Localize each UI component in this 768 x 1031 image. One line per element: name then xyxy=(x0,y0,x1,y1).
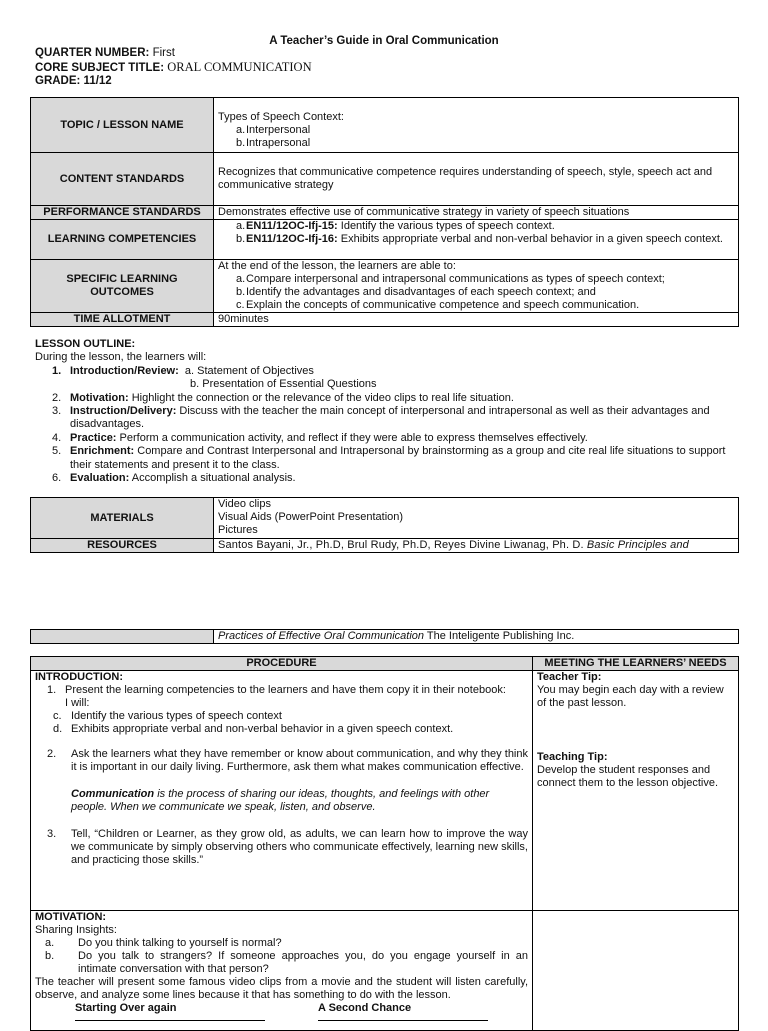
definition-term: Communication xyxy=(71,788,155,800)
item-number: 6. xyxy=(52,472,62,485)
outline-item-label: Practice: xyxy=(70,431,117,444)
i-will-label: I will: xyxy=(65,697,90,709)
document-title: A Teacher’s Guide in Oral Communication xyxy=(269,35,499,47)
resources-continued-table xyxy=(30,629,739,644)
materials-label: MATERIALS xyxy=(31,498,214,539)
outline-item-6 xyxy=(35,472,735,485)
topic-a-letter: a. xyxy=(236,124,246,136)
step-text: Tell, “Children or Learner, as they grow old, as adults, we can learn how to improve the way we communicate by simply observing others who communicate effectively, learning new skills, and practicing those skills.” xyxy=(71,828,528,866)
procedure-step-3 xyxy=(35,828,528,867)
letter: c. xyxy=(53,710,62,722)
step-number: 1. xyxy=(47,684,57,696)
clip-titles xyxy=(35,1002,528,1016)
clip-starting-over-again: Starting Over again xyxy=(75,1002,177,1014)
outline-item-text: Highlight the connection or the relevance of the video clips to real life situation. xyxy=(131,391,514,404)
lesson-outline xyxy=(35,338,735,485)
step-number: 3. xyxy=(47,828,57,840)
teaching-tip-text: Develop the student responses and connect them to the lesson objective. xyxy=(537,764,718,789)
outline-item-2 xyxy=(35,392,735,405)
comp-a-code: EN11/12OC-Ifj-15: xyxy=(246,220,338,232)
competency-c xyxy=(35,710,528,723)
time-value: 90minutes xyxy=(214,313,739,327)
resources-value xyxy=(214,539,739,553)
topic-value xyxy=(214,98,739,153)
resources-title-rest: Practices of Effective Oral Communication xyxy=(218,630,425,642)
performance-row xyxy=(31,206,739,220)
quarter-label: QUARTER NUMBER: xyxy=(35,47,150,59)
comp-b-text: Exhibits appropriate verbal and non-verbal behavior in a given speech context. xyxy=(340,233,723,245)
outline-item-text: Compare and Contrast Interpersonal and Intrapersonal by brainstorming as a group and cite real life situations to support their statements and present it to the class. xyxy=(70,445,726,471)
introduction-row xyxy=(31,671,739,911)
grade-label: GRADE: 11/12 xyxy=(35,75,112,87)
materials-value xyxy=(214,498,739,539)
sharing-insights: Sharing Insights: xyxy=(35,924,117,936)
lesson-info-table xyxy=(30,97,739,327)
competencies-label: LEARNING COMPETENCIES xyxy=(31,220,214,260)
outline-heading: LESSON OUTLINE: xyxy=(35,338,136,350)
time-row xyxy=(31,313,739,327)
quarter-number xyxy=(35,47,175,59)
outcome-b: Identify the advantages and disadvantages of each speech context; and xyxy=(246,286,596,298)
teacher-tip-label: Teacher Tip: xyxy=(537,671,602,683)
content-row xyxy=(31,153,739,206)
motivation-row xyxy=(31,911,739,1031)
step-text: Ask the learners what they have remember or know about communication, and why they think it is important in our daily living. Furthermore, ask them what makes communication effective. xyxy=(71,748,528,773)
outcomes-value xyxy=(214,260,739,313)
outline-item-3 xyxy=(35,405,735,432)
outline-item-4 xyxy=(35,432,735,445)
definition-text: is the process of sharing our ideas, thoughts, and feelings with other people. When we communicate we speak, listen, and observe. xyxy=(71,788,490,813)
procedure-step-2 xyxy=(35,748,528,774)
question-text: Do you talk to strangers? If someone approaches you, do you engage yourself in an intimate conversation with that person? xyxy=(78,950,528,975)
outline-item-1 xyxy=(35,365,735,392)
item-number: 3. xyxy=(52,405,62,418)
topic-b-letter: b. xyxy=(236,137,246,149)
topic-interpersonal: Interpersonal xyxy=(246,124,311,136)
clip-a-second-chance: A Second Chance xyxy=(318,1002,412,1014)
outline-item-text: Discuss with the teacher the main concept of interpersonal and intrapersonal as well as their advantages and disadvantages. xyxy=(70,405,710,431)
clip-2-frame xyxy=(318,1020,488,1021)
comp-a-letter: a. xyxy=(236,220,246,232)
letter: a. xyxy=(45,937,55,949)
content-value: Recognizes that communicative competence requires understanding of speech, style, speech act and communicative strategy xyxy=(214,153,739,206)
core-subject-title xyxy=(35,60,312,75)
comp-b-letter: b. xyxy=(236,233,246,245)
outcome-b-letter: b. xyxy=(236,286,246,298)
introduction-heading: INTRODUCTION: xyxy=(35,671,123,683)
motivation-cell xyxy=(31,911,533,1031)
question-a xyxy=(35,937,528,950)
outcome-a-letter: a. xyxy=(236,273,246,285)
teaching-tip-label: Teaching Tip: xyxy=(537,751,608,763)
procedure-header-row xyxy=(31,657,739,671)
resources-title-part: Basic Principles and xyxy=(586,539,689,551)
material-video-clips: Video clips xyxy=(218,498,271,510)
content-label: CONTENT STANDARDS xyxy=(31,153,214,206)
resources-continued-value xyxy=(214,630,739,644)
procedure-table xyxy=(30,656,739,1031)
quarter-value: First xyxy=(152,47,175,59)
outcomes-label: SPECIFIC LEARNING OUTCOMES xyxy=(31,260,214,313)
introduction-cell xyxy=(31,671,533,911)
learners-needs-cell xyxy=(533,671,739,911)
competency-d xyxy=(35,723,528,736)
question-text: Do you think talking to yourself is normal? xyxy=(78,937,282,949)
subject-value: ORAL COMMUNICATION xyxy=(167,60,312,74)
teacher-tip-text: You may begin each day with a review of the past lesson. xyxy=(537,684,724,709)
time-label: TIME ALLOTMENT xyxy=(31,313,214,327)
comp-b-code: EN11/12OC-Ifj-16: xyxy=(246,233,338,245)
topic-intro: Types of Speech Context: xyxy=(218,111,344,123)
learners-needs-header: MEETING THE LEARNERS’ NEEDS xyxy=(533,657,739,671)
outline-item-5 xyxy=(35,445,735,472)
topic-label: TOPIC / LESSON NAME xyxy=(31,98,214,153)
outline-item-label: Motivation: xyxy=(70,391,129,404)
competency-text: Identify the various types of speech context xyxy=(71,710,282,722)
materials-table xyxy=(30,497,739,553)
competencies-value xyxy=(214,220,739,260)
outcome-a: Compare interpersonal and intrapersonal communications as types of speech context; xyxy=(246,273,665,285)
motivation-heading: MOTIVATION: xyxy=(35,911,107,923)
resources-continued-row xyxy=(31,630,739,644)
competencies-row xyxy=(31,220,739,260)
outline-item-1b: b. Presentation of Essential Questions xyxy=(190,378,377,391)
performance-value: Demonstrates effective use of communicative strategy in variety of speech situations xyxy=(214,206,739,220)
clip-placeholders xyxy=(35,1016,528,1022)
outline-item-text: Perform a communication activity, and reflect if they were able to express themselves effectively. xyxy=(119,431,588,444)
comp-a-text: Identify the various types of speech context. xyxy=(340,220,555,232)
material-pictures: Pictures xyxy=(218,524,258,536)
outline-item-label: Enrichment: xyxy=(70,445,135,458)
outline-item-text: Accomplish a situational analysis. xyxy=(131,472,296,485)
outcomes-intro: At the end of the lesson, the learners are able to: xyxy=(218,260,456,272)
outline-item-label: Evaluation: xyxy=(70,472,130,485)
item-number: 4. xyxy=(52,431,62,444)
outcome-c-letter: c. xyxy=(236,299,245,311)
topic-row xyxy=(31,98,739,153)
topic-intrapersonal: Intrapersonal xyxy=(246,137,311,149)
outcome-c: Explain the concepts of communicative competence and speech communication. xyxy=(246,299,640,311)
subject-label: CORE SUBJECT TITLE: xyxy=(35,62,165,74)
resources-publisher: The Inteligente Publishing Inc. xyxy=(426,630,575,642)
competency-text: Exhibits appropriate verbal and non-verbal behavior in a given speech context. xyxy=(71,723,454,735)
resources-continued-label xyxy=(31,630,214,644)
performance-label: PERFORMANCE STANDARDS xyxy=(31,206,214,220)
step-number: 2. xyxy=(47,748,57,760)
outline-item-1a: a. Statement of Objectives xyxy=(184,364,314,377)
letter: b. xyxy=(45,950,55,962)
item-number: 1. xyxy=(52,364,62,377)
letter: d. xyxy=(53,723,63,735)
resources-row xyxy=(31,539,739,553)
outline-intro: During the lesson, the learners will: xyxy=(35,351,207,364)
procedure-header: PROCEDURE xyxy=(31,657,533,671)
item-number: 5. xyxy=(52,445,62,458)
procedure-step-1 xyxy=(35,684,528,697)
step-text: Present the learning competencies to the learners and have them copy it in their notebook: xyxy=(65,684,506,696)
teacher-presentation-text: The teacher will present some famous video clips from a movie and the student will listen carefully, observe, and analyze some lines because it that has something to do with the lesson. xyxy=(35,976,528,1001)
outline-item-label: Instruction/Delivery: xyxy=(70,405,177,418)
resources-label: RESOURCES xyxy=(31,539,214,553)
resources-authors: Santos Bayani, Jr., Ph.D, Brul Rudy, Ph.D, Reyes Divine Liwanag, Ph. D. xyxy=(218,539,584,551)
motivation-needs-cell xyxy=(533,911,739,1031)
material-visual-aids: Visual Aids (PowerPoint Presentation) xyxy=(218,511,404,523)
materials-row xyxy=(31,498,739,539)
outcomes-row xyxy=(31,260,739,313)
outline-item-label: Introduction/Review: xyxy=(70,364,179,377)
communication-definition xyxy=(35,788,528,814)
item-number: 2. xyxy=(52,391,62,404)
clip-1-frame xyxy=(75,1020,265,1021)
question-b xyxy=(35,950,528,976)
